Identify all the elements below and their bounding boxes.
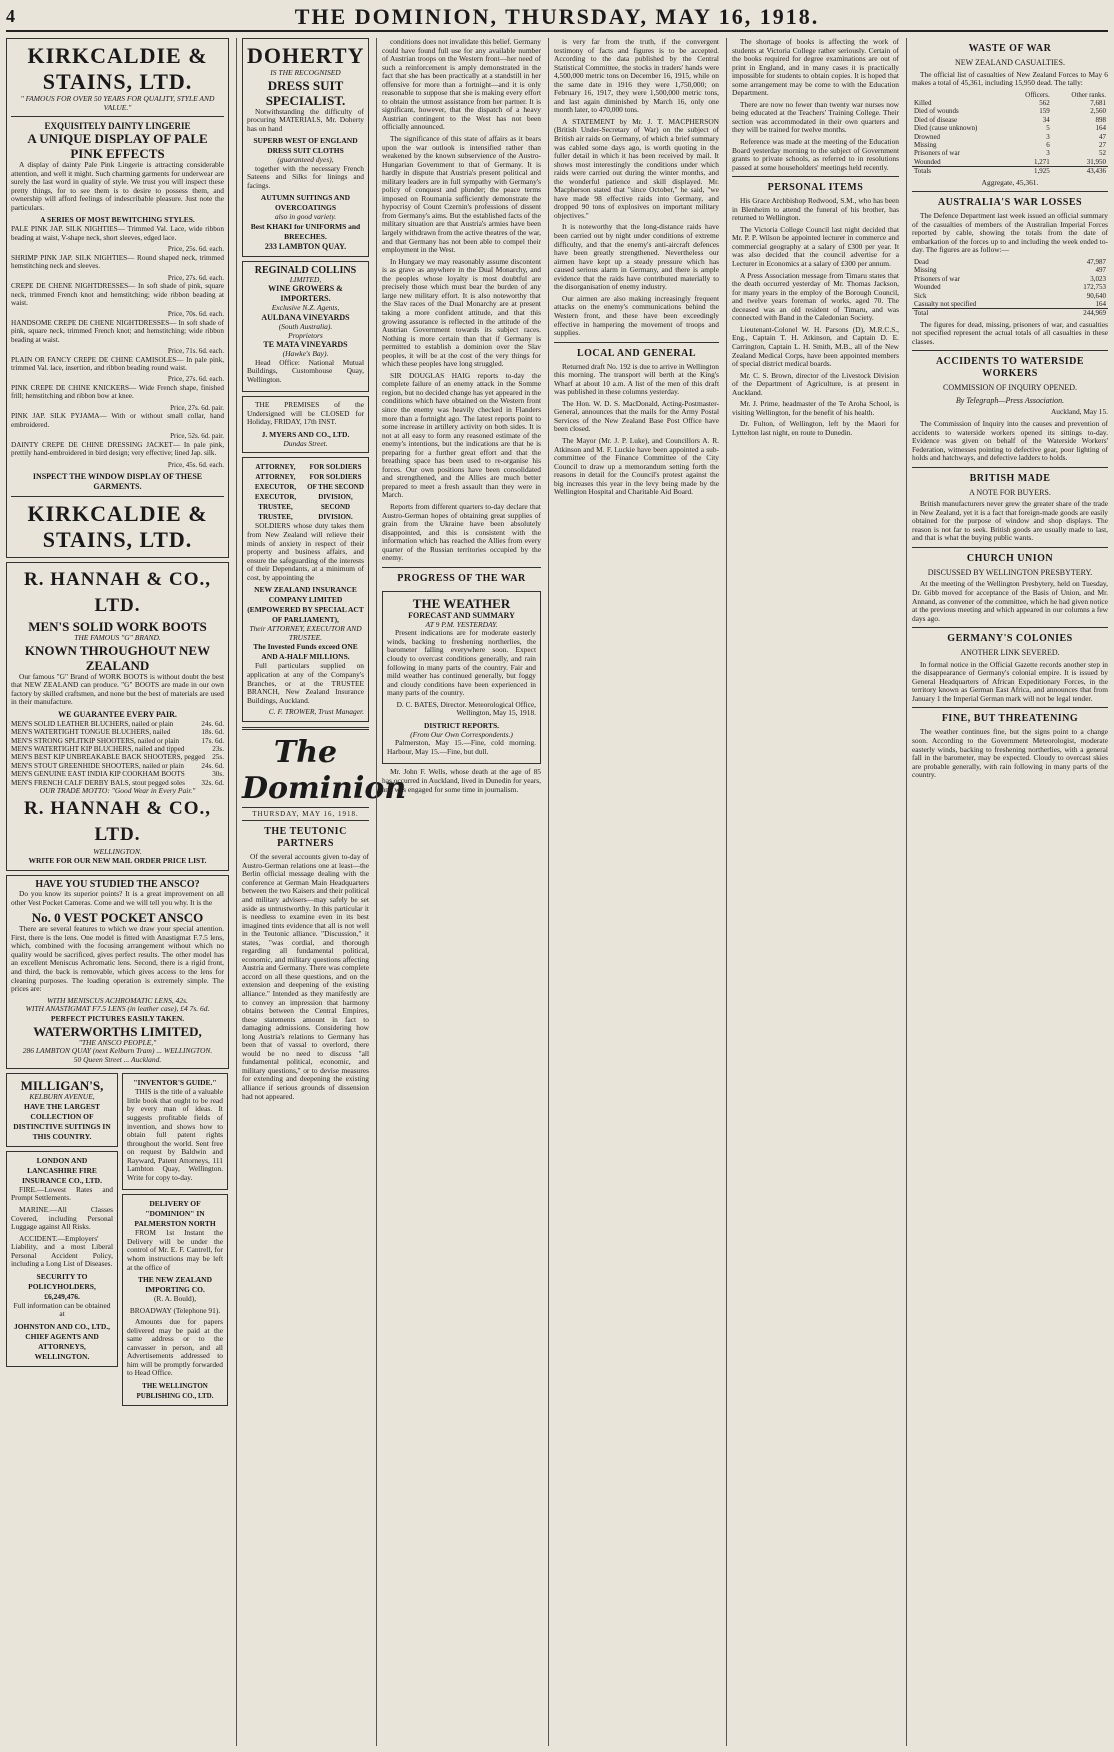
table-header-row	[912, 91, 1108, 99]
colonies-heading: GERMANY'S COLONIES	[947, 633, 1073, 645]
table-header-cell: Other ranks.	[1071, 90, 1106, 99]
table-cell: 562	[1039, 99, 1050, 107]
advertiser-name: R. HANNAH & CO., LTD.	[24, 569, 211, 617]
hannah-advert	[6, 562, 229, 871]
page-number: 4	[6, 6, 15, 26]
advert-marine: MARINE.—All Classes Covered, including Personal Luggage against All Risks.	[11, 1204, 113, 1232]
price-value: 25s.	[212, 753, 224, 762]
casualty-table	[912, 91, 1108, 176]
personal-paragraph: His Grace Archbishop Redwood, S.M., who has been in Blenheim to attend the funeral of his brother, has returned to Wellington.	[732, 196, 899, 223]
column-6	[906, 38, 1108, 1746]
price-row	[11, 762, 224, 770]
advert-body: HAVE THE LARGEST COLLECTION OF DISTINCTIVE SUITINGS IN THIS COUNTRY.	[13, 1101, 111, 1141]
advert-guarantee: WE GUARANTEE EVERY PAIR.	[58, 709, 177, 719]
trustee-header	[247, 462, 364, 522]
article-paragraph: SIR DOUGLAS HAIG reports to-day the complete failure of an enemy attack in the Somme region, but no decided change has yet appeared in the conditions which have obtained on the Western front since the enemy was heavily checked in Flanders more than a fortnight ago. The latest reports point to some increase in artillery activity on both sides. It is not at all easy to form any reasoned estimate of the enemy's intentions, but the indications are that he is preparing for a further great effort and that the breathing space has been used to re-organise his forces. Our own positions have been consolidated and strengthened, and the Allies are much better prepared to meet a fresh assault than they were in March.	[382, 370, 541, 500]
personal-paragraph: Lieutenant-Colonel W. H. Parsons (D), M.R.C.S., Eng., Captain T. H. Atkinson, and Captain D. E. Carrington, Captain L. H. Smith, M.B., all of the New Zealand Medical Corps, have been appointed members of special district medical boards.	[732, 324, 899, 369]
colonies-sub: ANOTHER LINK SEVERED.	[960, 648, 1060, 658]
table-cell: Dead	[914, 257, 929, 266]
fine-body: The weather continues fine, but the signs point to a change soon. According to the Government Meteorologist, moderate easterly winds, backing to freshening northerlies, with a general fall in the barometer, may be expected. Cloudy to overcast skies are probable generally, with rain following in many parts of the country.	[912, 727, 1108, 780]
advert-sa: (South Australia).	[278, 322, 333, 332]
advert-accident: ACCIDENT.—Employers' Liability, and a most Liberal Personal Accident Policy, including a Long List of Diseases.	[11, 1233, 113, 1269]
advert-also: together with the necessary French Sateens and Silks for linings and facings.	[247, 163, 364, 190]
table-cell: Prisoners of war	[914, 149, 960, 158]
advert-office: Head Office: National Mutual Buildings, Customhouse Quay, Wellington.	[247, 357, 364, 384]
trustee-right: FOR SOLDIERS FOR SOLDIERS OF THE SECOND DIVISION, SECOND DIVISION.	[307, 463, 364, 522]
advert-full: Full particulars supplied on application at any of the Company's Branches, or at the TRUSTEE BRANCH, New Zealand Insurance Buildings, Auckland.	[247, 661, 364, 705]
personal-paragraph: Mr. C. S. Brown, director of the Livestock Division of the Department of Agriculture, is at present in Auckland.	[732, 370, 899, 397]
table-cell: 6	[1046, 141, 1050, 150]
advert-item-price: Price, 25s. 6d. each.	[167, 245, 224, 254]
table-cell: 497	[1095, 266, 1106, 275]
advertiser-name: REGINALD COLLINS	[254, 264, 357, 276]
price-item: MEN'S GENUINE EAST INDIA KIP COOKHAM BOOTS	[11, 770, 185, 779]
advert-perfect: PERFECT PICTURES EASILY TAKEN.	[50, 1013, 185, 1023]
weather-reports: DISTRICT REPORTS.	[423, 720, 500, 730]
table-row	[912, 124, 1108, 132]
price-value: 24s. 6d.	[201, 761, 224, 770]
advert-write: WRITE FOR OUR NEW MAIL ORDER PRICE LIST.	[28, 856, 207, 866]
british-body: British manufacturers never grew the greater share of the trade in New Zealand, yet it is a fact that foreign-made goods are easily obtained for the purpose of window and shop displays. The reason is not far to seek. British goods are usually made to last, and that is what the buying public wants.	[912, 499, 1108, 543]
advert-item: HANDSOME CREPE DE CHENE NIGHTDRESSES— In soft shade of pink, square neck, trimmed French knot; and hemstitching; wide ribbon beading at waist.	[11, 318, 224, 344]
myers-notice	[242, 396, 369, 453]
article-paragraph: is very far from the truth, if the convergent testimony of facts and figures is to be accepted. According to the data published by the Central Statistical Committee, the stocks in traders' hands were 4,500,000 metric tons on December 16, 1915, while on the same date in 1916 they were 1,750,000; on February 16, 1917, they were 1,500,000 metric tons, and last again diminished by March 16, only one month later, to 470,000 tons.	[554, 37, 719, 115]
nz-insurance-advert	[242, 457, 369, 721]
advert-address: 286 LAMBTON QUAY (next Kelburn Tram) ... WELLINGTON.	[22, 1046, 213, 1056]
local-paragraph: The Mayor (Mr. J. P. Luke), and Councillors A. R. Atkinson and M. F. Luckie have been appointed a sub-committee of the Finance Committee of the City Council to draw up a memorandum setting forth the reasons in detail for the Council's protest against the big increases this year in the levy being made by the Wellington Hospital and Charitable Aid Board.	[554, 435, 719, 497]
advert-agents: Exclusive N.Z. Agents,	[271, 303, 340, 313]
table-total-row	[912, 309, 1108, 318]
advert-manager: C. F. TROWER, Trust Manager.	[268, 707, 364, 717]
advert-item: PALE PINK JAP. SILK NIGHTIES— Trimmed Val. Lace, wide ribbon beading at waist, V-shape neck, short sleeves, edged lace.	[11, 225, 224, 242]
table-cell: 2,560	[1090, 107, 1106, 116]
waterside-heading: ACCIDENTS TO WATERSIDE WORKERS	[935, 356, 1085, 380]
table-cell: Died (cause unknown)	[914, 124, 978, 133]
waterside-by: By Telegraph—Press Association.	[955, 395, 1065, 405]
advert-headline: HAVE YOU STUDIED THE ANSCO?	[35, 879, 200, 891]
weather-pn: Palmerston, May 15.—Fine, cold morning. Harbour, May 15.—Fine, but dull.	[387, 738, 536, 756]
table-cell: Casualty not specified	[914, 299, 977, 308]
price-value: 30s.	[212, 770, 224, 779]
price-item: MEN'S FRENCH CALF DERBY BALS, stout pegged soles	[11, 778, 185, 787]
article-paragraph: Our airmen are also making increasingly frequent attacks on the enemy's communications behind the Western front, and these have been exceedingly effective in hampering the movement of troops and supplies.	[554, 293, 719, 338]
milligans-advert	[6, 1073, 118, 1147]
trustee-left: ATTORNEY, ATTORNEY, EXECUTOR, EXECUTOR, TRUSTEE, TRUSTEE,	[254, 463, 297, 522]
table-cell: Died of wounds	[914, 107, 959, 116]
newspaper-title: THE DOMINION, THURSDAY, MAY 16, 1918.	[294, 4, 820, 29]
church-heading: CHURCH UNION	[966, 552, 1054, 564]
table-header-cell: Officers.	[1025, 90, 1050, 99]
editorial-heading: THE TEUTONIC PARTNERS	[264, 826, 347, 850]
advert-autumn: AUTUMN SUITINGS AND OVERCOATINGS	[260, 193, 351, 213]
advert-body: SOLDIERS whose duty takes them from New Zealand will relieve their minds of anxiety in respect of their property and business affairs, and ensure the safeguarding of the interests of their Dependants, at a minimum of cost, by appointing the	[247, 521, 364, 582]
weather-sub: FORECAST AND SUMMARY	[408, 610, 515, 620]
advertiser-tagline: " FAMOUS FOR OVER 50 YEARS FOR QUALITY, STYLE AND VALUE."	[20, 94, 215, 112]
table-cell: 7,681	[1090, 99, 1106, 107]
table-cell: 898	[1095, 115, 1106, 124]
table-cell: 1,271	[1033, 157, 1050, 166]
aus-intro: The Defence Department last week issued an official summary of the casualties of members of the Australian Imperial Forces reported by cable, showing the totals from the date of embarkation of the forces up to and including the week ended to-day. The figures are as follow:—	[912, 211, 1108, 255]
price-row	[11, 745, 224, 753]
editorial-paragraph: Of the several accounts given to-day of Austro-German relations one at least—the Berlin official message dealing with the conference at German Main Headquarters between the two Kaisers and their political and military advisers—may safely be set aside as untrustworthy. In this particular it is needless to examine even in its best imagined tints evidence that all is not well in the Teutonic alliance. "Discussion," it states, "was cordial, and thorough regarding all fundamental political, economic, and military questions affecting Austria and Germany. There was complete accord on all these questions, and on the extension and deepening of the existing alliance." Intended as they manifestly are to convey an impression that harmony obtains between the Central Empires, these statements amount in fact to damaging admissions. Considering how long Austria's relations to Germany has been that of vassal to overlord, there would be no need to discuss "all fundamental political, economic, and military questions," or to devise measures for extending and deepening the existing alliance if serious grounds of dissension had not appeared.	[242, 852, 369, 1101]
dominion-dateline: THURSDAY, MAY 16, 1918.	[242, 807, 369, 822]
doherty-advert	[242, 38, 369, 257]
advert-agents: JOHNSTON AND CO., LTD., CHIEF AGENTS AND ATTORNEYS, WELLINGTON.	[13, 1321, 111, 1361]
advert-inspect: INSPECT THE WINDOW DISPLAY OF THESE GARMENTS.	[32, 472, 203, 492]
collins-advert	[242, 261, 369, 392]
advert-item: PINK CREPE DE CHINE KNICKERS— Wide French shape, finished frill; hemstitching and ribbon bow at knee.	[11, 383, 224, 401]
advert-full: Full information can be obtained at	[13, 1300, 111, 1319]
table-row	[912, 266, 1108, 274]
table-cell: Killed	[914, 99, 932, 107]
notice-agent: (R. A. Bould),	[153, 1294, 197, 1304]
table-cell: Wounded	[914, 157, 941, 166]
column-2	[236, 38, 407, 1746]
price-row	[11, 728, 224, 736]
british-heading: BRITISH MADE	[969, 472, 1051, 484]
table-cell: 43,436	[1052, 167, 1108, 176]
personal-paragraph: The Victoria College Council last night decided that Mr. P. P. Wilson be appointed lecturer in commerce and commercial geography at a salary of £300 per year. It was also decided that the council advertise for a Lecturer in Economics at a salary of £300 per annum.	[732, 224, 899, 269]
price-value: 17s. 6d.	[201, 736, 224, 745]
advert-security: SECURITY TO POLICYHOLDERS, £6,249,476.	[28, 1271, 96, 1301]
advert-body: Our famous "G" Brand of WORK BOOTS is without doubt the best that NEW ZEALAND can produce. "G" BOOTS are made in our own factory by skilled craftsmen, and none but the best of materials are used in their manufacture.	[11, 671, 224, 707]
dominion-nameplate: The Dominion	[242, 734, 407, 806]
advert-company: NEW ZEALAND INSURANCE COMPANY LIMITED (EMPOWERED BY SPECIAL ACT OF PARLIAMENT),	[247, 585, 364, 625]
table-cell: 27	[1099, 141, 1106, 150]
advertiser-name: KIRKCALDIE & STAINS, LTD.	[27, 43, 208, 94]
table-cell: Totals	[912, 167, 1010, 176]
advertiser-name: MILLIGAN'S,	[20, 1078, 104, 1094]
table-cell: 3	[1046, 149, 1050, 158]
british-sub: A NOTE FOR BUYERS.	[969, 487, 1051, 497]
notice-body: FROM 1st Instant the Delivery will be under the control of Mr. E. F. Cantrell, for whom instructions may be left at the office of	[127, 1228, 223, 1272]
local-heading: LOCAL AND GENERAL	[576, 347, 697, 359]
notice-headline: DELIVERY OF "DOMINION" IN PALMERSTON NORTH	[134, 1199, 216, 1229]
advert-intro: Do you know its superior points? It is a great improvement on all other Vest Pocket Cameras. Come and we will tell you why. It is the	[11, 889, 224, 907]
col1-lower-left	[6, 1073, 118, 1410]
notice-body: THE PREMISES of the Undersigned will be CLOSED for Holiday, FRIDAY, 17th INST.	[247, 400, 364, 427]
advert-headline: "INVENTOR'S GUIDE."	[133, 1078, 217, 1088]
price-row	[11, 753, 224, 761]
price-row	[11, 737, 224, 745]
advert-sub: IS THE RECOGNISED	[270, 68, 341, 77]
table-row	[912, 283, 1108, 291]
table-cell: Wounded	[914, 283, 941, 292]
church-sub: DISCUSSED BY WELLINGTON PRESBYTERY.	[927, 567, 1093, 577]
editorial-body	[242, 853, 369, 1101]
weather-sign: D. C. BATES, Director. Meteorological Office, Wellington, May 15, 1918.	[396, 699, 536, 718]
advert-item-price: Price, 70s. 6d. each.	[167, 310, 224, 319]
table-cell: 3	[1046, 132, 1050, 141]
table-row	[912, 141, 1108, 149]
price-value: 24s. 6d.	[201, 719, 224, 728]
waterside-sub: COMMISSION OF INQUIRY OPENED.	[943, 383, 1077, 393]
advert-intro: A display of dainty Pale Pink Lingerie is attracting considerable attention, and well it might. Such charming garments for underwear are surely the last word in quality of style. We trust you will inspect these pretty things, for to see them is to desire to possess them, and ownership will afford feelings of indescribable pleasure. Just note the particulars.	[11, 160, 224, 212]
notice-footer: THE WELLINGTON PUBLISHING CO., LTD.	[136, 1382, 214, 1401]
personal-heading: PERSONAL ITEMS	[767, 182, 864, 194]
advert-item-price: Price, 27s. 6d. each.	[167, 375, 224, 384]
col1-lower	[6, 1073, 229, 1410]
price-row	[11, 770, 224, 778]
table-row	[912, 258, 1108, 266]
table-cell: 47,987	[1086, 257, 1106, 266]
table-cell: 1,925	[1010, 167, 1052, 176]
advert-trade: WINE GROWERS & IMPORTERS.	[268, 284, 343, 304]
inventors-advert	[122, 1073, 228, 1190]
advert-subheadline: A UNIQUE DISPLAY OF PALE PINK EFFECTS	[27, 131, 208, 162]
price-item: MEN'S SOLID LEATHER BLUCHERS, nailed or plain	[11, 719, 174, 728]
advert-funds: The Invested Funds exceed ONE AND A-HALF MILLIONS.	[253, 642, 358, 662]
article-paragraph: conditions does not invalidate this belief. Germany could have found full use for any available number of Austrian troops on the Western front—her need of such a reinforcement is amply demonstrated in the fact that she has been practically at a standstill in her offensive for more than a fortnight—and it is only reasonable to suppose that she is making every effort to obtain the utmost assistance from her partner. It is significant, however, that the dispatch of a heavy Austrian contingent to the West has not been officially announced.	[382, 37, 541, 132]
advert-body: THIS is the title of a valuable little book that ought to be read by every man of ideas. It suggests profitable fields of invention, and shows how to obtain full patent rights throughout the world. Sent free on request by Baldwin and Rayward, Patent Attorneys, 111 Lambton Quay, Wellington. Write for copy to-day.	[127, 1087, 223, 1182]
price-item: MEN'S STRONG SPLITKIP SHOOTERS, nailed or plain	[11, 736, 180, 745]
table-cell: Total	[912, 309, 1052, 318]
table-row	[912, 107, 1108, 115]
advertiser-name-footer: KIRKCALDIE & STAINS, LTD.	[27, 501, 208, 553]
advert-known: KNOWN THROUGHOUT NEW ZEALAND	[24, 642, 211, 673]
table-cell: Missing	[914, 141, 937, 150]
personal-body	[732, 197, 899, 437]
article-paragraph: Reports from different quarters to-day declare that Austro-German hopes of obtaining great supplies of grain from the Ukraine have been absolutely disappointed, and this is consistent with the information which has reached the Allies from every quarter of the Russian territories occupied by the enemy.	[382, 501, 541, 563]
advert-hb: (Hawke's Bay).	[282, 349, 329, 359]
advert-auldana: AULDANA VINEYARDS	[261, 313, 350, 323]
table-cell: 164	[1095, 299, 1106, 308]
notice-address: BROADWAY (Telephone 91).	[129, 1305, 221, 1315]
column-5	[726, 38, 904, 1746]
advert-item-list	[11, 225, 224, 469]
table-row	[912, 149, 1108, 157]
table-cell: 172,753	[1083, 283, 1106, 292]
article-paragraph: The shortage of books is affecting the work of students at Victoria College rather seriously. Certain of the books required for degree examinations are out of print in England, and in many cases it is practically impossible for students to obtain copies. It is hoped that some arrangement may be come to with the Education Department.	[732, 37, 899, 98]
delivery-notice	[122, 1194, 228, 1406]
article-body	[554, 38, 719, 338]
advert-address-2: 50 Queen Street ... Auckland.	[73, 1054, 162, 1064]
personal-paragraph: Dr. Fulton, of Wellington, left by the Maori for Lyttelton last night, en route to Dunedin.	[732, 419, 899, 437]
advert-address: KELBURN AVENUE,	[29, 1092, 95, 1102]
waterside-body: The Commission of Inquiry into the causes and prevention of accidents to waterside workers opened its sittings to-day. Evidence was given on behalf of the Waterside Workers' Federation, witnesses pointing to defective gear, poor lighting of holds and hatchways, and defective ladders to holds.	[912, 418, 1108, 463]
price-item: MEN'S WATERTIGHT KIP BLUCHERS, nailed and tipped	[11, 745, 185, 754]
table-cell: Died of disease	[914, 115, 958, 124]
table-row	[912, 116, 1108, 124]
advert-item-price: Price, 45s. 6d. each.	[167, 460, 224, 469]
table-cell: 244,969	[1052, 309, 1108, 318]
fine-heading: FINE, BUT THREATENING	[941, 713, 1079, 725]
progress-heading: PROGRESS OF THE WAR	[397, 572, 526, 584]
personal-paragraph: Mr. J. Prime, headmaster of the Te Aroha School, is visiting Wellington, for the benefit of his health.	[732, 399, 899, 417]
advertiser-name: LONDON AND LANCASHIRE FIRE INSURANCE CO., LTD.	[22, 1155, 102, 1185]
table-cell: Missing	[914, 266, 937, 275]
advert-motto: OUR TRADE MOTTO: "Good Wear in Every Pair."	[39, 786, 196, 796]
article-paragraph: A STATEMENT by Mr. J. T. MACPHERSON (British Under-Secretary of War) on the subject of British air raids on Germany, of which a brief summary was cabled some days ago, is worth quoting in the fuller detail in which it has been received by mail. It shows most interestingly the conditions under which raids were carried out during the winter months, and the wonderful patience and skill displayed. Mr. Macpherson stated that "since October," he said, "we have made 98 effective raids into Germany, and dropped 90 tons of explosives on important military objectives."	[554, 116, 719, 220]
advert-subheadline: THE FAMOUS "G" BRAND.	[74, 633, 161, 643]
advert-headline: MEN'S SOLID WORK BOOTS	[28, 619, 207, 635]
advert-body: There are several features to which we draw your special attention. First, there is the lens. One model is fitted with Anastigmat F.7.5 lens, which, combined with the focusing arrangement without which no quality would be sacrificed, gives perfect results. The other model has an excellent Meniscus Achromatic lens. Second, there is a rigid front, and third, the back is removable, which gives access to the lens for cleaning purposes. The loading operation is extremely simple. The prices are:	[11, 924, 224, 994]
price-item: MEN'S STOUT GREENHIDE SHOOTERS, nailed or plain	[11, 761, 184, 770]
price-value: 32s. 6d.	[201, 778, 224, 787]
advert-guarantee: (guaranteed dyes),	[277, 155, 334, 165]
aus-casualty-table	[912, 258, 1108, 318]
article-paragraph: It is noteworthy that the long-distance raids have been carried out by night under conditions of extreme difficulty, and that the enemy's anti-aircraft defences have been greatly strengthened. Nevertheless our airmen have kept up a steady pressure which has caused serious alarm in Germany, and there is ample evidence that the raids have contributed materially to the disorganisation of enemy industry.	[554, 222, 719, 292]
weather-box	[382, 591, 541, 765]
advertiser-name: DOHERTY	[247, 43, 365, 68]
advert-their: Their ATTORNEY, EXECUTOR AND TRUSTEE.	[249, 624, 362, 642]
advert-item: SHRIMP PINK JAP. SILK NIGHTIES— Round shaped neck, trimmed hemstitching neck and sleeves.	[11, 253, 224, 271]
table-row	[912, 133, 1108, 141]
advert-series: A SERIES OF MOST BEWITCHING STYLES.	[40, 215, 195, 225]
table-cell: 3,023	[1090, 274, 1106, 283]
article-paragraph: There are now no fewer than twenty war nurses now being educated at the Teachers' Training College. Their section was accommodated in their own quarters and they will be trained for twelve months.	[732, 99, 899, 135]
notice-company: THE NEW ZEALAND IMPORTING CO.	[137, 1275, 213, 1295]
table-cell: Drowned	[914, 132, 941, 141]
advert-item-price: Price, 71s. 6d. each.	[167, 347, 224, 356]
column-4	[548, 38, 724, 1746]
table-cell: 5	[1046, 124, 1050, 133]
advert-prop: Proprietors	[288, 330, 323, 340]
advert-price-list	[11, 720, 224, 787]
advert-good: also in good variety.	[274, 212, 337, 222]
article-paragraph: Reference was made at the meeting of the Education Board yesterday morning to the subject of Government grants to private schools, as referred to in resolutions passed at some householders' meetings held recently.	[732, 137, 899, 172]
advert-headline: EXQUISITELY DAINTY LINGERIE	[44, 121, 191, 132]
table-cell: 52	[1099, 149, 1106, 158]
article-body	[732, 38, 899, 172]
church-body: At the meeting of the Wellington Presbytery, held on Tuesday, Dr. Gibb moved for acceptance of the Basis of Union, and Mr. Annand, as convener of the committee, which he had given notice at the previous meeting and which appeared in our columns a few days ago.	[912, 579, 1108, 623]
aus-heading: AUSTRALIA'S WAR LOSSES	[937, 197, 1083, 209]
col1-lower-right	[122, 1073, 228, 1410]
advert-item-price: Price, 27s. 6d. each.	[167, 273, 224, 282]
local-body	[554, 363, 719, 497]
kirkcaldie-advert	[6, 38, 229, 558]
personal-paragraph: A Press Association message from Timaru states that the death occurred yesterday of Mr. Thomas Jackson, for many years in the employ of the Borough Council, and twelve years foreman of works, aged 70. The deceased was an old resident of Timaru, and was connected with Band in the Caledonian Society.	[732, 270, 899, 323]
page-masthead	[6, 4, 1108, 32]
ansco-advert	[6, 875, 229, 1069]
price-row	[11, 720, 224, 728]
notice-name: J. MYERS AND CO., LTD.	[261, 429, 350, 439]
table-cell: Sick	[914, 291, 927, 300]
aus-body: The figures for dead, missing, prisoners of war, and casualties not specified represent the actual totals of all casualties in these classes.	[912, 319, 1108, 346]
local-paragraph: The Hon. W. D. S. MacDonald, Acting-Postmaster-General, announces that the mails for the Army Postal Services of the New Zealand Base Post Office have been closed.	[554, 398, 719, 434]
notice-street: Dundas Street.	[283, 438, 328, 448]
advert-sub: LIMITED,	[289, 274, 322, 284]
weather-body: Present indications are for moderate easterly winds, backing to freshening northerlies, the barometer falling everywhere soon. Expect cloudy to overcast conditions generally, and rain following in many parts of the country. Fair and mild weather has continued generally, but foggy and cloudy conditions have been experienced in many parts of the country.	[387, 628, 536, 698]
advert-tagline: "THE ANSCO PEOPLE,"	[78, 1037, 157, 1047]
table-row	[912, 99, 1108, 107]
advert-item: DAINTY CREPE DE CHINE DRESSING JACKET— In pale pink, prettily hand-embroidered in bird design; very effective; lined Jap. silk.	[11, 440, 224, 458]
table-header-cell	[912, 91, 1010, 99]
advert-address: 233 LAMBTON QUAY.	[264, 241, 347, 251]
price-item: MEN'S WATERTIGHT TONGUE BLUCHERS, nailed	[11, 728, 171, 737]
table-cell: 90,640	[1086, 291, 1106, 300]
waste-aggregate: Aggregate, 45,361.	[981, 177, 1039, 187]
table-cell: 164	[1095, 124, 1106, 133]
article-paragraph: The significance of this state of affairs as it bears upon the war outlook is intensified rather than weakened by the known subservience of the Austro-Hungarian Government to that of Germany. It is hardly in dispute that Austria's present political and military leaders are in full sympathy with Germany's policy of conquest and plunder; the peace terms imposed on Roumania sufficiently demonstrate the hypocrisy of Count Czernin's professions of dissent from Germany's aims. But the established facts of the military situation are that Austria's armies have been largely withdrawn from the active theatres of the war, and that Germany has not been able to compel their employment in the West.	[382, 134, 541, 255]
waterside-place: Auckland, May 15.	[1050, 407, 1108, 417]
advert-stock: SUPERB WEST OF ENGLAND DRESS SUIT CLOTHS	[253, 136, 358, 156]
colonies-body: In formal notice in the Official Gazette records another step in the disappearance of Germany's colonial empire. It is issued by General Headquarters of African Expeditionary Forces, in the territory known as German East Africa, and announces that from January 1 the Imperial German mark will not be legal tender.	[912, 659, 1108, 703]
weather-time: AT 9 P.M. YESTERDAY.	[425, 619, 498, 629]
local-paragraph: Returned draft No. 192 is due to arrive in Wellington this morning. The transport will berth at the King's Wharf at about 10 a.m. A list of the men of this draft was published in these columns yesterday.	[554, 361, 719, 397]
table-total-row	[912, 167, 1108, 176]
advert-model: No. 0 VEST POCKET ANSCO	[31, 910, 204, 926]
advertiser-name: WATERWORTHS LIMITED,	[33, 1023, 202, 1039]
column-3	[376, 38, 546, 1746]
obituary-note: Mr. John F. Wells, whose death at the age of 85 has occurred in Auckland, lived in Dunedin for years, and was engaged for some time in journalism.	[382, 767, 541, 794]
advert-price-2: WITH ANASTIGMAT F7.5 LENS (in leather case), £4 7s. 6d.	[25, 1004, 210, 1014]
price-value: 23s.	[212, 745, 224, 754]
advert-item: PLAIN OR FANCY CREPE DE CHINE CAMISOLES— In pale pink, trimmed Val. lace, insertion, and ribbon beading round waist.	[11, 355, 224, 373]
table-cell: 159	[1039, 107, 1050, 116]
advert-temata: TE MATA VINEYARDS	[263, 340, 348, 350]
table-row	[912, 300, 1108, 309]
waste-sub: NEW ZEALAND CASUALTIES.	[955, 58, 1065, 67]
price-item: MEN'S BEST KIP UNBREAKABLE BACK SHOOTERS, pegged	[11, 753, 205, 762]
price-value: 18s. 6d.	[201, 728, 224, 737]
weather-heading: THE WEATHER	[412, 595, 511, 611]
table-cell: 31,950	[1086, 157, 1106, 166]
article-paragraph: In Hungary we may reasonably assume discontent is as grave as anywhere in the Dual Monarchy, and the peoples whose loyalty is most doubtful are precisely those which must bear the burden of any large new military effort. It is also noteworthy that the Slav races of the Dual Monarchy are at present taking a more confident attitude, and that this growing assurance is reflected in the attitude of the Austrian Government towards its subject races. Nothing is more certain than that if Germany is permitted to establish a dominion over the Slav peoples, it will be at the cost of the very things for which these peoples have long struggled.	[382, 256, 541, 369]
table-row	[912, 292, 1108, 300]
advert-fire: FIRE.—Lowest Rates and Prompt Settlements.	[11, 1184, 113, 1203]
weather-from: (From Our Own Correspondents.)	[410, 729, 513, 739]
advert-khaki: Best KHAKI for UNIFORMS and BREECHES.	[250, 221, 361, 241]
waste-intro: The official list of casualties of New Zealand Forces to May 6 makes a total of 45,361, including 15,950 dead. The tally:	[912, 69, 1108, 88]
advert-item-price: Price, 52s. 6d. pair.	[170, 432, 224, 441]
advert-city: WELLINGTON.	[93, 846, 142, 856]
table-row	[912, 158, 1108, 167]
column-1	[6, 38, 234, 1746]
advert-title: DRESS SUIT SPECIALIST.	[265, 77, 346, 108]
notice-body-2: Amounts due for papers delivered may be paid at the same address or to the canvasser in person, and all Advertisements addressed to him will be promptly forwarded to Head Office.	[127, 1317, 223, 1378]
table-cell: 34	[1042, 115, 1050, 124]
advertiser-name-footer: R. HANNAH & CO., LTD.	[24, 797, 211, 845]
table-cell: 47	[1099, 132, 1106, 141]
advert-price-1: WITH MENISCUS ACHROMATIC LENS, 42s.	[47, 995, 188, 1005]
table-row	[912, 275, 1108, 283]
advert-item: CREPE DE CHENE NIGHTDRESSES— In soft shade of pink, square neck, trimmed French knot and hemstitching; wide ribbon beading at waist.	[11, 282, 224, 307]
editorial-continued	[382, 38, 541, 563]
advert-body: Notwithstanding the difficulty of procuring MATERIALS, Mr. Doherty has on hand	[247, 106, 364, 133]
london-lancashire-advert	[6, 1151, 118, 1367]
waste-heading: WASTE OF WAR	[968, 43, 1052, 54]
table-cell: Prisoners of war	[914, 274, 960, 283]
advert-item: PINK JAP. SILK PYJAMA— With or without small collar, hand embroidered.	[11, 412, 224, 429]
advert-item-price: Price, 27s. 6d. pair.	[170, 403, 224, 412]
